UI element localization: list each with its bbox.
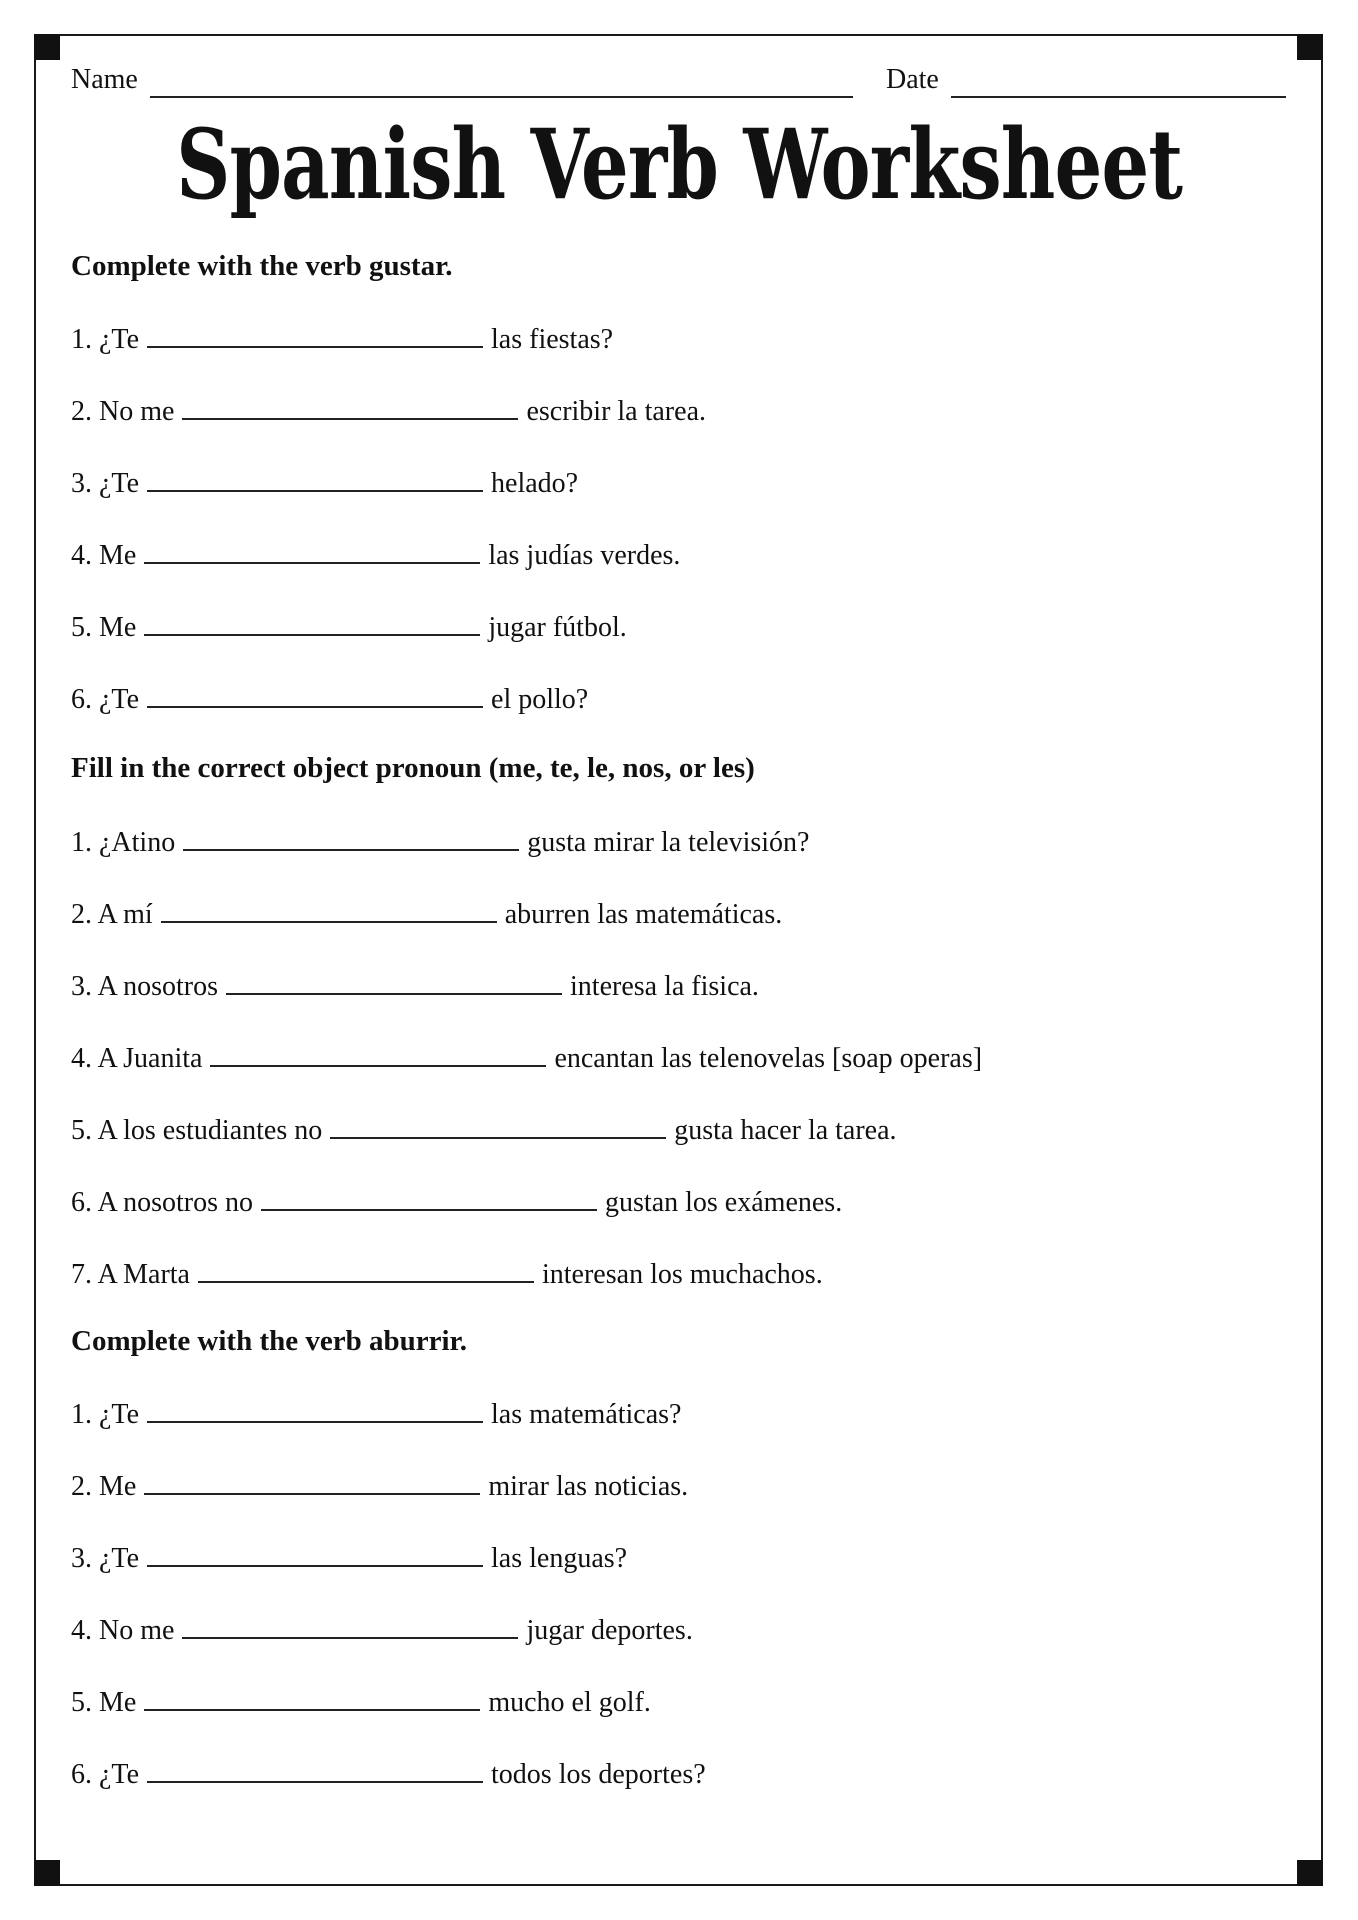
answer-blank[interactable] [144, 1687, 480, 1711]
question [71, 897, 782, 933]
corner-mark-bottom-left [34, 1860, 60, 1886]
question [71, 538, 680, 574]
question-prefix: 2. A mí [71, 899, 153, 930]
corner-mark-top-right [1297, 34, 1323, 60]
question-suffix: jugar deportes. [526, 1615, 693, 1646]
question-suffix: escribir la tarea. [526, 396, 706, 427]
question-prefix: 1. ¿Te [71, 1399, 140, 1430]
answer-blank[interactable] [182, 1615, 518, 1639]
answer-blank[interactable] [330, 1115, 666, 1139]
question-prefix: 5. A los estudiantes no [71, 1115, 323, 1146]
question-prefix: 4. Me [71, 540, 137, 571]
answer-blank[interactable] [147, 468, 483, 492]
question [71, 322, 613, 358]
date-label: Date [886, 64, 939, 95]
question [71, 1685, 651, 1721]
question-prefix: 2. Me [71, 1471, 137, 1502]
question-prefix: 1. ¿Te [71, 324, 140, 355]
question [71, 1757, 706, 1793]
question [71, 1041, 982, 1077]
question-prefix: 3. ¿Te [71, 1543, 140, 1574]
question-prefix: 3. A nosotros [71, 971, 219, 1002]
answer-blank[interactable] [147, 684, 483, 708]
question-prefix: 2. No me [71, 396, 175, 427]
answer-blank[interactable] [144, 1471, 480, 1495]
question-suffix: las lenguas? [491, 1543, 628, 1574]
corner-mark-top-left [34, 34, 60, 60]
question-prefix: 4. No me [71, 1615, 175, 1646]
answer-blank[interactable] [210, 1043, 546, 1067]
question-prefix: 7. A Marta [71, 1259, 190, 1290]
answer-blank[interactable] [226, 971, 562, 995]
question-suffix: el pollo? [491, 684, 589, 715]
question-prefix: 5. Me [71, 612, 137, 643]
question-suffix: aburren las matemáticas. [504, 899, 783, 930]
answer-blank[interactable] [183, 827, 519, 851]
question-prefix: 5. Me [71, 1687, 137, 1718]
question-prefix: 4. A Juanita [71, 1043, 203, 1074]
question-suffix: gusta hacer la tarea. [674, 1115, 897, 1146]
question-prefix: 1. ¿Atino [71, 827, 176, 858]
name-label: Name [71, 64, 138, 95]
question-suffix: todos los deportes? [491, 1759, 706, 1790]
question-suffix: interesa la fisica. [570, 971, 759, 1002]
answer-blank[interactable] [144, 540, 480, 564]
corner-mark-bottom-right [1297, 1860, 1323, 1886]
answer-blank[interactable] [182, 396, 518, 420]
question-suffix: jugar fútbol. [488, 612, 627, 643]
question-suffix: mirar las noticias. [488, 1471, 689, 1502]
question [71, 1397, 681, 1433]
question [71, 610, 627, 646]
worksheet-title: Spanish Verb Worksheet [176, 108, 1183, 221]
question [71, 1613, 693, 1649]
name-field[interactable] [150, 96, 853, 98]
question-suffix: interesan los muchachos. [542, 1259, 823, 1290]
question-suffix: encantan las telenovelas [soap operas] [554, 1043, 983, 1074]
name-date-row [71, 64, 1286, 100]
question-prefix: 6. ¿Te [71, 684, 140, 715]
section-heading-aburrir: Complete with the verb aburrir. [71, 1325, 468, 1357]
answer-blank[interactable] [261, 1187, 597, 1211]
question [71, 466, 578, 502]
question-suffix: mucho el golf. [488, 1687, 651, 1718]
question-suffix: las judías verdes. [488, 540, 681, 571]
question-suffix: gustan los exámenes. [605, 1187, 843, 1218]
question-suffix: las fiestas? [491, 324, 614, 355]
answer-blank[interactable] [147, 1543, 483, 1567]
answer-blank[interactable] [198, 1259, 534, 1283]
answer-blank[interactable] [144, 612, 480, 636]
question [71, 825, 809, 861]
answer-blank[interactable] [147, 1399, 483, 1423]
question-prefix: 6. ¿Te [71, 1759, 140, 1790]
answer-blank[interactable] [147, 324, 483, 348]
question [71, 1185, 842, 1221]
question [71, 1257, 823, 1293]
answer-blank[interactable] [161, 899, 497, 923]
answer-blank[interactable] [147, 1759, 483, 1783]
question-suffix: gusta mirar la televisión? [527, 827, 810, 858]
question [71, 1469, 688, 1505]
question [71, 969, 759, 1005]
page-border [34, 34, 1323, 1886]
question-suffix: las matemáticas? [491, 1399, 682, 1430]
question-prefix: 3. ¿Te [71, 468, 140, 499]
question-prefix: 6. A nosotros no [71, 1187, 254, 1218]
section-heading-object-pronoun: Fill in the correct object pronoun (me, te, le, nos, or les) [71, 752, 755, 784]
question [71, 682, 588, 718]
question [71, 1541, 627, 1577]
question [71, 394, 706, 430]
question [71, 1113, 897, 1149]
question-suffix: helado? [491, 468, 579, 499]
section-heading-gustar: Complete with the verb gustar. [71, 250, 453, 282]
date-field[interactable] [951, 96, 1286, 98]
